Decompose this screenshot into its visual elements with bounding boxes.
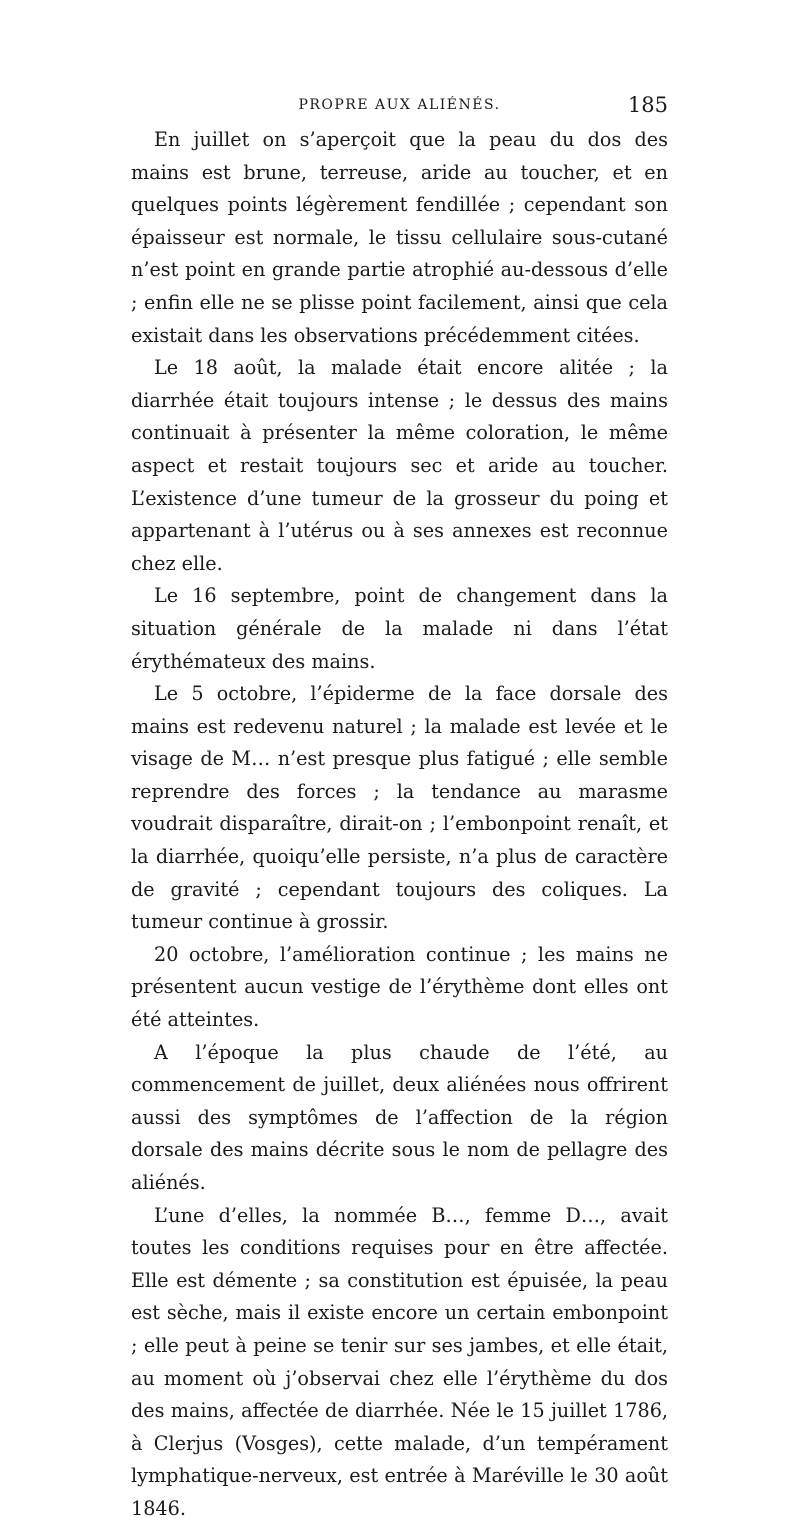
paragraph: Le 16 septembre, point de changement dans la situation générale de la malade ni dans l’état érythémateux des mains. (131, 584, 668, 673)
paragraph: 20 octobre, l’amélioration continue ; les mains ne présentent aucun vestige de l’érythème dont elles ont été atteintes. (131, 942, 668, 1032)
running-head (131, 93, 668, 119)
paragraph: Le 5 octobre, l’épiderme de la face dorsale des mains est redevenu naturel ; la malade est levée et le visage de M… n’est presque plus fatigué ; elle semble reprendre des forces ; la tendance au marasme voudrait disparaître, dirait-on ; l’embonpoint renaît, et la diarrhée, quoiqu’elle persiste, n’a plus de caractère de gravité ; cependant toujours des coliques. La tumeur continue à grossir. (131, 682, 668, 934)
body-text (131, 124, 668, 1526)
paragraph: A l’époque la plus chaude de l’été, au commencement de juillet, deux aliénées nous offrirent aussi des symptômes de l’affection de la région dorsale des mains décrite sous le nom de pellagre des aliénés. (131, 1040, 668, 1194)
paragraph: En juillet on s’aperçoit que la peau du dos des mains est brune, terreuse, aride au toucher, et en quelques points légèrement fendillée ; cependant son épaisseur est normale, le tissu cellulaire sous-cutané n’est point en grande partie atrophié au-dessous d’elle ; enfin elle ne se plisse point facilement, ainsi que cela existait dans les observations précédemment citées. (131, 128, 668, 347)
paragraph: Le 18 août, la malade était encore alitée ; la diarrhée était toujours intense ; le dessus des mains continuait à présenter la même coloration, le même aspect et restait toujours sec et aride au toucher. L’existence d’une tumeur de la grosseur du poing et appartenant à l’utérus ou à ses annexes est reconnue chez elle. (131, 356, 668, 575)
running-title: PROPRE AUX ALIÉNÉS. (298, 97, 501, 113)
paragraph: L’une d’elles, la nommée B…, femme D…, avait toutes les conditions requises pour en être affectée. Elle est démente ; sa constitution est épuisée, la peau est sèche, mais il existe encore un certain embonpoint ; elle peut à peine se tenir sur ses jambes, et elle était, au moment où j’observai chez elle l’érythème du dos des mains, affectée de diarrhée. Née le 15 juillet 1786, à Clerjus (Vosges), cette malade, d’un tempérament lymphatique-nerveux, est entrée à Maréville le 30 août 1846. (131, 1203, 668, 1520)
page-number: 185 (627, 93, 668, 117)
